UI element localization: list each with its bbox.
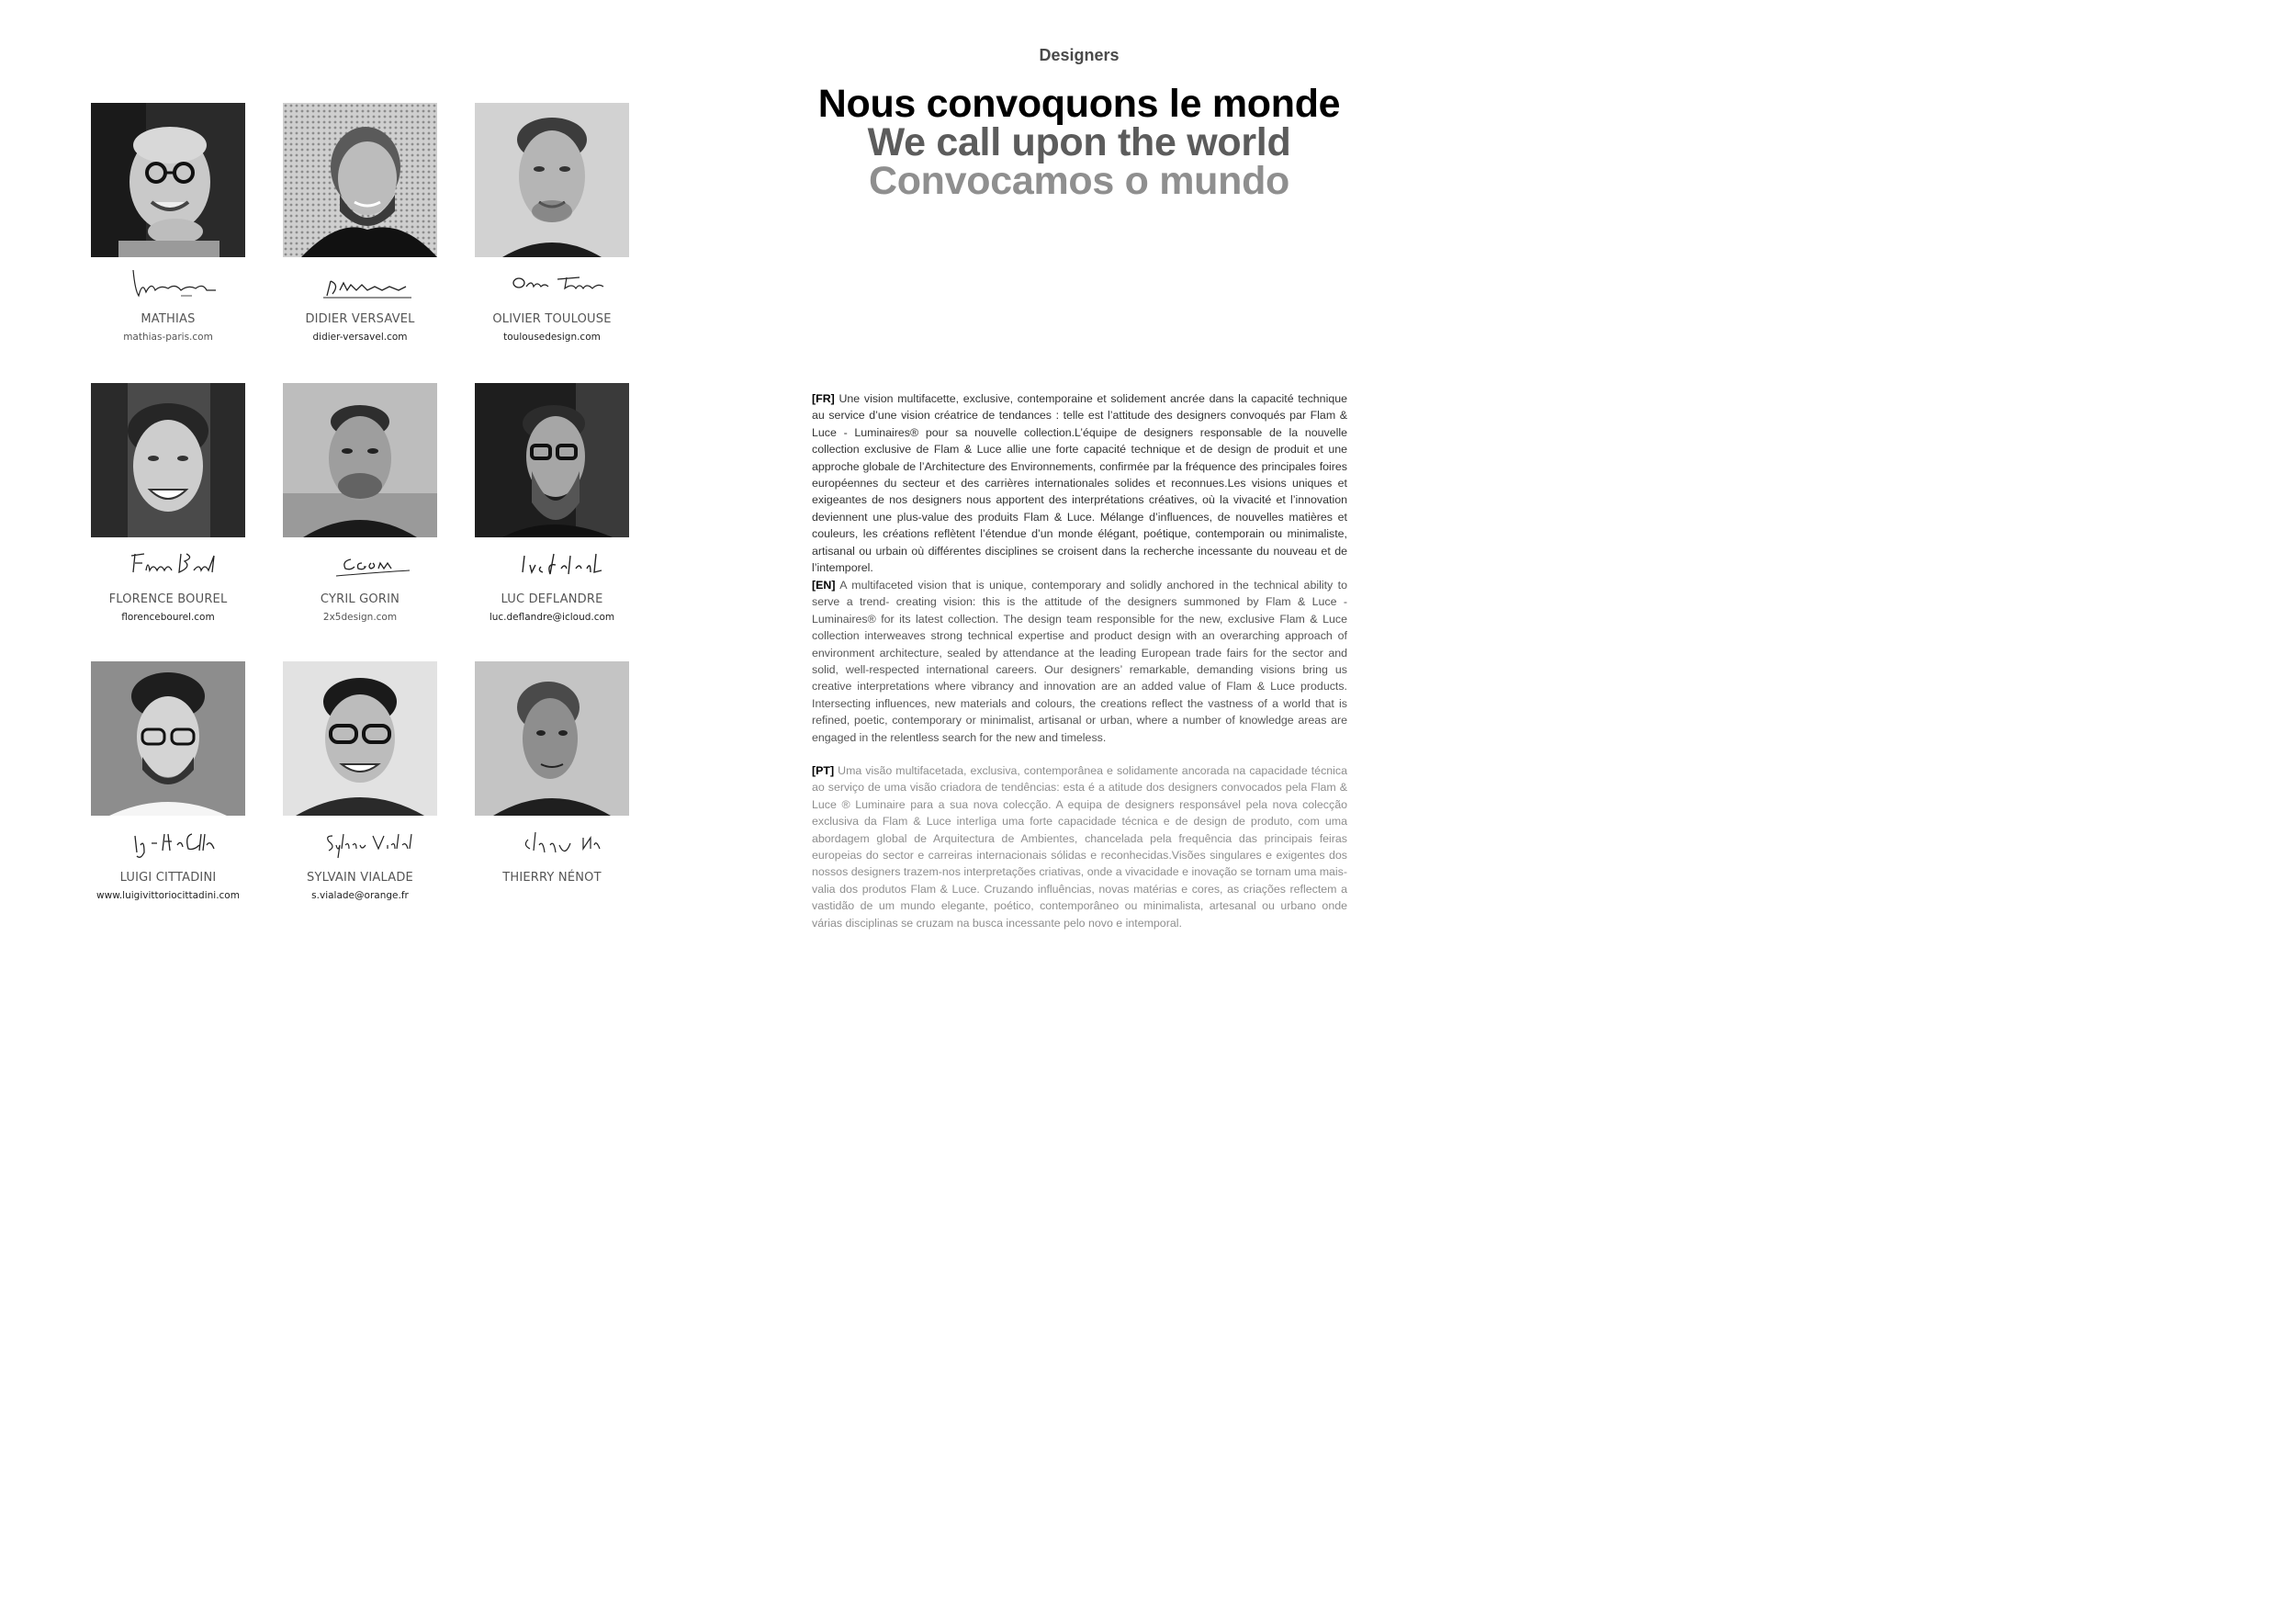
designer-signature [488, 543, 616, 585]
designer-photo [91, 661, 245, 816]
paragraph-pt [812, 762, 1347, 931]
paragraph-pt-body: Uma visão multifacetada, exclusiva, contemporânea e solidamente ancorada na capacidade técnica ao serviço de uma visão criadora de tendências: esta é a atitude dos designers convocados pela Flam & Luce ® Luminaire para a sua nova colecção. A equipa de designers responsável pela nova colecção exclusiva da Flam & Luce interliga uma forte capacidade técnica e de design de produto, com uma abordagem global de Arquitectura de Ambientes, chancelada pela frequência das principais feiras europeias do sector e carreiras internacionais sólidas e reconhecidas.Visões singulares e exigentes dos nossos designers trazem-nos interpretações criativas, onde a vivacidade e inovação se tornam uma mais-valia dos produtos Flam & Luce. Cruzando influências, novas matérias e cores, as criações reflectem a vastidão de um mundo elegante, poético, contemporâneo ou minimalista, artesanal ou urbano onde várias disciplinas se cruzam na busca incessante pelo novo e intemporal. [812, 764, 1348, 930]
headline-fr: Nous convoquons le monde [817, 82, 1341, 126]
language-tag-pt: [PT] [812, 764, 835, 777]
designer-signature [296, 543, 424, 585]
designer-name: LUIGI CITTADINI [119, 871, 217, 885]
designer-name: CYRIL GORIN [320, 592, 400, 606]
paragraph-en-body: A multifaceted vision that is unique, contemporary and solidly anchored in the technical ability to serve a trend- creating vision: this is the attitude of the designers summoned by Flam & Luce - Luminaires® for its latest collection. The design team responsible for the new, exclusive Flam & Luce collection interweaves strong technical expertise and product design with an overarching approach of environment architecture, sealed by attendance at the leading European trade fairs for the sector and solid, well-respected international careers. Our designers’ remarkable, demanding visions bring us creative interpretations where vibrancy and innovation are an added value of Flam & Luce products. Intersecting influences, new materials and colours, the creations reflect the vastness of a world that is refined, poetic, contemporary or minimalist, artisanal or urban, where a number of knowledge areas are engaged in the relentless search for the new and timeless. [812, 579, 1347, 744]
designer-signature [296, 821, 424, 863]
designer-photo [91, 383, 245, 537]
designer-photo [475, 103, 629, 257]
designer-website[interactable]: toulousedesign.com [503, 332, 601, 343]
designer-website[interactable]: mathias-paris.com [123, 332, 213, 343]
headline-pt: Convocamos o mundo [868, 159, 1290, 203]
paragraph-en [812, 577, 1347, 746]
designer-photo [283, 103, 437, 257]
headline-en: We call upon the world [867, 120, 1291, 164]
designer-name: MATHIAS [141, 312, 196, 326]
language-tag-fr: [FR] [812, 392, 835, 405]
designer-website[interactable]: luc.deflandre@icloud.com [489, 612, 615, 623]
designer-website[interactable]: florencebourel.com [121, 612, 215, 623]
designer-name: OLIVIER TOULOUSE [492, 312, 612, 326]
designer-name: THIERRY NÉNOT [502, 871, 602, 885]
designer-signature [104, 543, 232, 585]
designer-website[interactable]: www.luigivittoriocittadini.com [96, 890, 240, 901]
designer-signature [488, 263, 616, 305]
designer-name: FLORENCE BOUREL [108, 592, 228, 606]
designer-name: LUC DEFLANDRE [501, 592, 603, 606]
designer-name: SYLVAIN VIALADE [307, 871, 413, 885]
designer-website[interactable]: s.vialade@orange.fr [311, 890, 409, 901]
designer-photo [91, 103, 245, 257]
paragraph-fr-body: Une vision multifacette, exclusive, contemporaine et solidement ancrée dans la capacité technique au service d’une vision créatrice de tendances : telle est l’attitude des designers convoqués par Flam & Luce - Luminaires® pour sa nouvelle collection.L’équipe de designers responsable de la nouvelle collection exclusive de Flam & Luce allie une forte capacité technique et de design de produit et une approche globale de l’Architecture des Environnements, confirmée par la fréquence des principales foires européennes du secteur et des carrières internationales solides et reconnues.Les visions uniques et exigeantes de nos designers nous apportent des interprétations créatives, où la vivacité et l’innovation deviennent une plus-value des produits Flam & Luce. Mélange d’influences, de nouvelles matières et couleurs, les créations reflètent l’étendue d’un monde élégant, poétique, contemporain ou minimaliste, artisanal ou urbain où différentes disciplines se croisent dans la recherche incessante du nouveau et de l’intemporel. [812, 392, 1347, 575]
designer-signature [104, 821, 232, 863]
paragraph-fr [812, 390, 1347, 576]
designer-signature [488, 821, 616, 863]
designer-signature [104, 263, 232, 305]
designer-signature [296, 263, 424, 305]
language-tag-en: [EN] [812, 579, 836, 592]
designer-photo [283, 383, 437, 537]
designer-website[interactable]: didier-versavel.com [312, 332, 408, 343]
designer-name: DIDIER VERSAVEL [305, 312, 415, 326]
designer-photo [283, 661, 437, 816]
designer-photo [475, 661, 629, 816]
section-kicker: Designers [1039, 46, 1120, 64]
designer-photo [475, 383, 629, 537]
designer-website[interactable]: 2x5design.com [322, 612, 398, 623]
